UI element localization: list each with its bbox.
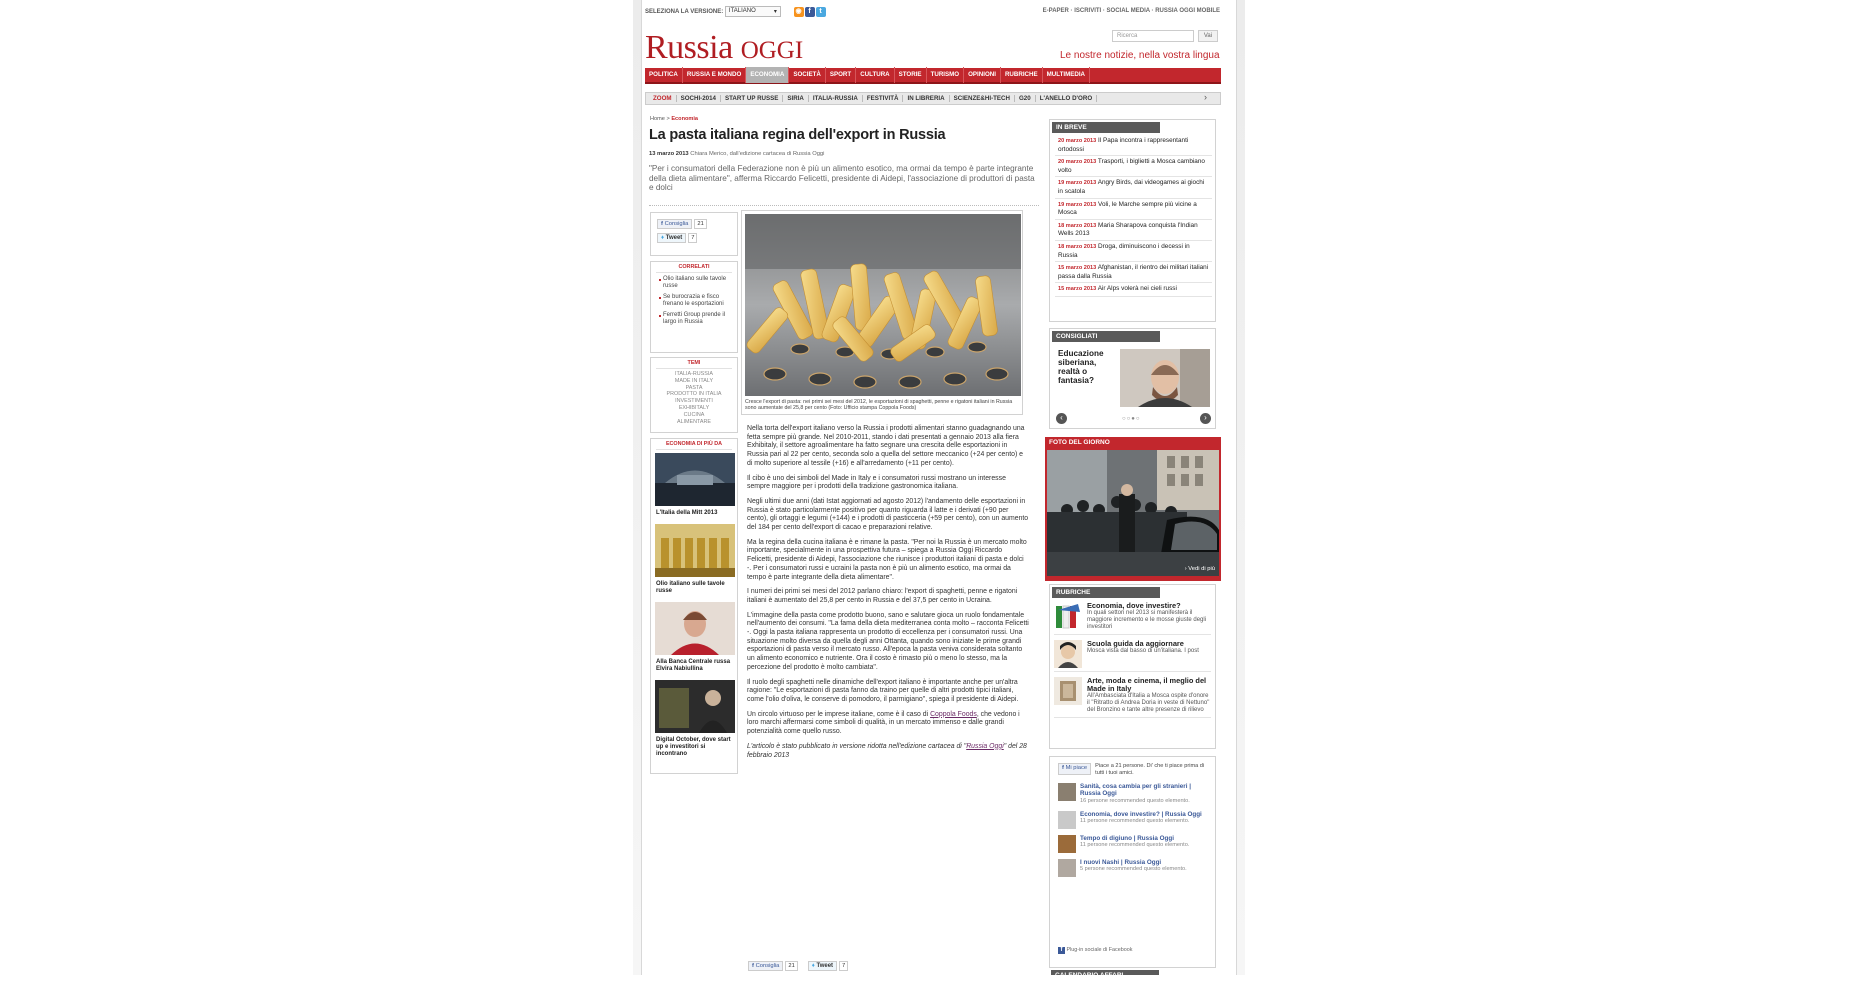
related-box <box>650 261 738 353</box>
column-title[interactable]: Scuola guida da aggiornare <box>1087 639 1184 648</box>
fb-recommend-item[interactable] <box>1058 811 1211 829</box>
related-item[interactable]: Se burocrazia e fisco frenano le esportazioni <box>659 294 732 309</box>
top-bar <box>645 6 1230 22</box>
breadcrumb: Home > Economia <box>650 116 699 122</box>
facebook-icon[interactable]: f <box>805 7 815 17</box>
brief-date: 20 marzo 2013 <box>1058 138 1097 144</box>
fb-item-sub: 5 persone recommended questo elemento. <box>1080 866 1187 873</box>
facebook-small-icon: f <box>1058 947 1065 954</box>
subnav-item[interactable]: SCIENZE&HI-TECH <box>950 95 1015 102</box>
recommended-box <box>1049 328 1216 429</box>
fb-like-button-bottom[interactable]: f Consiglia <box>748 961 783 971</box>
article-figure <box>741 210 1023 415</box>
tweet-button-bottom[interactable]: ♦ Tweet <box>808 961 837 971</box>
subnav-item[interactable]: L'ANELLO D'ORO <box>1036 95 1097 102</box>
tag-item[interactable]: MADE IN ITALY <box>674 377 714 384</box>
nav-item[interactable]: ECONOMIA <box>746 67 789 83</box>
fb-item-title: Economia, dove investire? | Russia Oggi <box>1080 810 1202 818</box>
brief-date: 18 marzo 2013 <box>1058 222 1097 229</box>
version-label: SELEZIONA LA VERSIONE: <box>645 9 724 16</box>
fb-like-page-button[interactable]: f Mi piace <box>1058 763 1091 775</box>
fb-like-count: 21 <box>694 219 706 229</box>
prev-arrow-icon[interactable]: ‹ <box>1056 413 1067 424</box>
bullet-icon <box>659 279 661 281</box>
column-subtitle: In quali settori nel 2013 si manifesterà il maggiore incremento e le mosse giuste degli investitori <box>1087 610 1207 630</box>
fb-like-count-bottom: 21 <box>785 961 797 971</box>
brief-text: Il Papa incontra i rappresentanti ortodossi <box>1058 137 1189 153</box>
brief-text: Droga, diminuiscono i decessi in Russia <box>1058 242 1190 259</box>
fb-item-title: Sanità, cosa cambia per gli stranieri | Russia Oggi <box>1080 783 1191 798</box>
column-subtitle: Mosca vista dal basso di un'italiana. I post <box>1087 648 1199 654</box>
tweet-count-bottom: 7 <box>839 961 848 971</box>
brief-item[interactable] <box>1055 241 1212 262</box>
tag-item[interactable]: CUCINA <box>683 411 705 418</box>
facebook-box <box>1049 756 1216 968</box>
in-brief-box <box>1049 119 1216 322</box>
page-shadow-left <box>633 0 641 975</box>
more-item-title[interactable]: Alla Banca Centrale russa Elvira Nabiullina <box>656 659 731 672</box>
fb-recommend-item[interactable] <box>1058 859 1211 877</box>
more-item-title[interactable]: Digital October, dove start up e investitori si incontrano <box>656 737 731 757</box>
more-item[interactable] <box>651 677 737 758</box>
brief-item[interactable] <box>1055 220 1212 241</box>
tweet-count: 7 <box>688 233 697 243</box>
site-logo[interactable]: Russia OGGI <box>645 29 804 66</box>
photo-caption: Cresce l'export di pasta: nei primi sei mesi del 2012, le esportazioni di spaghetti, penne e rigatoni italiani in Russia sono aumentate del 25,8 per cento (Foto: Ufficio stampa Coppola Foods) <box>745 399 1013 412</box>
article-lead: "Per i consumatori della Federazione non è più un alimento esotico, ma ormai da tempo è parte integrante della dieta alimentare", afferma Riccardo Felicetti, presidente di Aidepi, l'associazione di produttori di pasta e dolci <box>649 164 1035 193</box>
search-input[interactable]: Ricerca <box>1112 30 1194 42</box>
article-note: L'articolo è stato pubblicato in versione ridotta nell'edizione cartacea di "Russia Oggi" del 28 febbraio 2013 <box>747 742 1027 759</box>
tag-item[interactable]: ITALIA-RUSSIA <box>675 371 713 377</box>
brief-item[interactable] <box>1055 199 1212 220</box>
article-paragraph: Ma la regina della cucina italiana è e rimane la pasta. "Per noi la Russia è un mercato molto importante, specialmente in una prospettiva futura – spiega a Russia Oggi Riccardo Felicetti, presidente di Aidepi, l'associazione che riunisce i produttori italiani di pasta e dolci -. Per i consumatori russi e ucraini la pasta non è più un alimento esotico, ma ormai da tempo è parte integrante della dieta alimentare". <box>747 538 1027 581</box>
fb-recommend-item[interactable] <box>1058 835 1211 853</box>
nav-item[interactable]: RUBRICHE <box>1001 67 1043 83</box>
tagline: Le nostre notizie, nella vostra lingua <box>1060 50 1220 61</box>
nav-item[interactable]: OPINIONI <box>964 67 1001 83</box>
fb-like-button[interactable]: f Consiglia <box>657 219 692 229</box>
brief-item[interactable] <box>1055 135 1212 156</box>
version-select[interactable]: ITALIANO ▾ <box>725 6 781 17</box>
brief-item[interactable] <box>1055 177 1212 198</box>
article-paragraph: Il cibo è uno dei simboli del Made in Italy e i consumatori russi mostrano un interesse sempre maggiore per i prodotti della tradizione gastronomica italiana. <box>747 474 1006 491</box>
brief-date: 19 marzo 2013 <box>1058 201 1097 208</box>
brief-date: 19 marzo 2013 <box>1058 180 1097 187</box>
column-title[interactable]: Arte, moda e cinema, il meglio del Made in Italy <box>1087 676 1207 693</box>
tags-heading: TEMI <box>687 360 701 366</box>
article-paragraph: Nella torta dell'export italiano verso la Russia i prodotti alimentari stanno guadagnando una fetta sempre più grande. Nel 2010-2011, stando i dati presentati a gennaio 2013 alla fiera Exhibitaly, il settore agroalimentare ha fatto segnare una crescita delle esportazioni in Russia pari al 22 per cento, seconda solo a quella del settore meccanico (+24 per cento) e di molto superiore al tessile (+16) e all'arredamento (+11 per cento). <box>747 425 1025 467</box>
column-thumbnail[interactable] <box>1054 640 1082 668</box>
main-nav <box>645 68 1221 84</box>
related-item[interactable]: Ferretti Group prende il largo in Russia <box>659 312 732 327</box>
photo-of-day-image[interactable] <box>1047 450 1219 576</box>
top-links[interactable]: E-PAPER · ISCRIVITI · SOCIAL MEDIA · RUSSIA OGGI MOBILE <box>1042 8 1220 14</box>
subnav-item[interactable]: G20 <box>1015 95 1036 102</box>
share-bottom <box>748 961 848 971</box>
column-title[interactable]: Economia, dove investire? <box>1087 601 1181 610</box>
nav-item[interactable]: SPORT <box>826 67 856 83</box>
more-item[interactable] <box>651 599 737 673</box>
nav-item[interactable]: TURISMO <box>927 67 965 83</box>
page-shadow-right <box>1237 0 1245 975</box>
brief-date: 15 marzo 2013 <box>1058 286 1097 293</box>
recommended-title[interactable]: Educazione siberiana, realtà o fantasia? <box>1058 349 1104 385</box>
subnav-item[interactable]: START UP RUSSE <box>721 95 783 102</box>
coppola-link[interactable]: Coppola Foods <box>930 710 977 718</box>
columns-heading: RUBRICHE <box>1052 587 1160 598</box>
more-item[interactable] <box>651 450 737 517</box>
nav-item[interactable]: STORIE <box>895 67 927 83</box>
more-item-thumbnail[interactable] <box>655 453 735 506</box>
article-paragraph: Un circolo virtuoso per le imprese italiane, come è il caso di Coppola Foods, che vedono i loro marchi affermarsi come simboli di qualità, in un mercato immenso e dalle grandi potenzialità come quello russo. <box>747 710 1020 736</box>
rss-icon[interactable]: ◉ <box>795 7 802 15</box>
brief-date: 18 marzo 2013 <box>1058 243 1097 250</box>
nav-item[interactable]: RUSSIA E MONDO <box>683 67 746 83</box>
brief-text: Angry Birds, dai videogames ai giochi in scatola <box>1058 179 1205 195</box>
article-paragraph: I numeri dei primi sei mesi del 2012 parlano chiaro: l'export di spaghetti, penne e rigatoni italiani è aumentato del 25,8 per cento in Russia e del 37,5 per cento in Ucraina. <box>747 588 1018 604</box>
brief-text: Maria Sharapova conquista l'Indian Wells 2013 <box>1058 221 1198 238</box>
recommended-photo[interactable] <box>1120 349 1210 407</box>
nav-item[interactable]: SOCIETÀ <box>789 67 826 83</box>
more-item-title[interactable]: Olio italiano sulle tavole russe <box>656 581 725 594</box>
fb-item-sub: 16 persone recommended questo elemento. <box>1080 797 1190 804</box>
bullet-icon <box>659 315 661 317</box>
carousel-dots[interactable]: ○○●○ <box>1122 416 1141 422</box>
brief-text: Air Alps volerà nei cieli russi <box>1097 285 1177 293</box>
brief-text: Trasporti, i biglietti a Mosca cambiano volto <box>1058 158 1205 174</box>
nav-item[interactable]: MULTIMEDIA <box>1043 67 1090 83</box>
nav-item[interactable]: CULTURA <box>856 67 894 83</box>
calendar-heading: CALENDARIO AFFARI <box>1051 970 1159 975</box>
tags-box <box>650 357 738 433</box>
fb-recommend-item[interactable] <box>1058 783 1211 805</box>
article-paragraph: Il ruolo degli spaghetti nelle dinamiche dell'export italiano è importante anche per un'altra ragione: "Le esportazioni di pasta fanno da traino per quelle di altri prodotti tipici italiani, come l'olio d'oliva, le conserve di pomodoro, il parmigiano", spiega il presidente di Aidepi. <box>747 678 1019 703</box>
brief-item[interactable] <box>1055 283 1212 297</box>
subnav-item[interactable]: FESTIVITÀ <box>863 95 904 102</box>
twitter-icon[interactable]: t <box>816 7 826 17</box>
more-item[interactable] <box>651 521 737 595</box>
fb-thumbnail[interactable] <box>1058 835 1076 853</box>
share-box <box>650 212 738 256</box>
related-heading: CORRELATI <box>678 264 710 270</box>
next-arrow-icon[interactable]: › <box>1200 413 1211 424</box>
subnav-item[interactable]: SOCHI-2014 <box>677 95 721 102</box>
photo-of-day-box <box>1045 437 1221 581</box>
more-item-thumbnail[interactable] <box>655 602 735 655</box>
column-subtitle: All'Ambasciata d'Italia a Mosca ospite d'onore il "Ritratto di Andrea Doria in veste di Nettuno" del Bronzino e tante altre presenze di rilievo <box>1087 693 1210 713</box>
tweet-button[interactable]: ♦ Tweet <box>657 233 686 243</box>
column-item[interactable] <box>1054 640 1211 672</box>
nav-item[interactable]: POLITICA <box>645 67 683 83</box>
fb-item-sub: 11 persone recommended questo elemento. <box>1080 842 1190 849</box>
column-thumbnail[interactable] <box>1054 677 1082 705</box>
fb-item-title: Tempo di digiuno | Russia Oggi <box>1080 834 1174 842</box>
brief-date: 20 marzo 2013 <box>1058 159 1097 166</box>
article-paragraph: L'immagine della pasta come prodotto buono, sano e salutare gioca un ruolo fondamentale nell'aumento dei consumi. "La fama della dieta mediterranea conta molto – racconta Felicetti -. Oggi la pasta italiana rappresenta un prodotto di eccellenza per i consumatori russi. Una situazione molto diversa da quella degli anni Ottanta, quando sono iniziate le prime grandi esportazioni di pasta verso il mercato russo. All'epoca la pasta veniva considerata soltanto un alimento economico e nutriente. Ora il costo è rimasto più o meno lo stesso, ma la percezione del prodotto è molto cambiata". <box>747 611 1029 671</box>
article-paragraph: Negli ultimi due anni (dati Istat aggiornati ad agosto 2012) l'andamento delle esportazioni in Russia è stato particolarmente positivo per quanto riguarda il latte e i derivati (+90 per cento), gli ortaggi e legumi (+144) e i prodotti di pasticceria (+59 per cento), con un aumento del 184 per cento dell'export di cacao e preparazioni relative. <box>747 497 1029 532</box>
article-title: La pasta italiana regina dell'export in Russia <box>649 127 946 143</box>
divider <box>649 205 1039 206</box>
columns-box <box>1049 584 1216 749</box>
brief-date: 15 marzo 2013 <box>1058 265 1097 272</box>
more-item-thumbnail[interactable] <box>655 680 735 733</box>
subnav-item[interactable]: ITALIA-RUSSIA <box>809 95 863 102</box>
related-item[interactable]: Olio italiano sulle tavole russe <box>659 276 732 291</box>
brief-text: Afghanistan, il rientro dei militari italiani passa dalla Russia <box>1058 264 1209 280</box>
article-body <box>747 425 1029 766</box>
fb-thumbnail[interactable] <box>1058 783 1076 801</box>
more-heading: ECONOMIA DI PIÙ DA <box>665 441 723 447</box>
tag-item[interactable]: INVESTIMENTI <box>675 398 713 405</box>
more-item-title[interactable]: L'Italia della Mitt 2013 <box>656 510 718 516</box>
brief-text: Voli, le Marche sempre più vicine a Mosca <box>1058 200 1197 217</box>
bullet-icon <box>659 297 661 299</box>
recommended-heading: CONSIGLIATI <box>1052 331 1160 342</box>
brief-item[interactable] <box>1055 262 1212 283</box>
tag-item[interactable]: EXHIBITALY <box>678 404 710 411</box>
in-brief-heading: IN BREVE <box>1052 122 1160 133</box>
more-item-thumbnail[interactable] <box>655 524 735 577</box>
photo-of-day-heading: FOTO DEL GIORNO <box>1049 439 1110 446</box>
subnav-next-icon[interactable]: › <box>1204 92 1207 102</box>
column-item[interactable] <box>1054 602 1211 635</box>
tag-item[interactable]: PRODOTTO IN ITALIA <box>666 391 722 398</box>
brief-item[interactable] <box>1055 156 1212 177</box>
see-more-link[interactable]: › Vedi di più <box>1184 566 1215 572</box>
fb-item-title: I nuovi Nashi | Russia Oggi <box>1080 858 1162 866</box>
column-item[interactable] <box>1054 677 1211 718</box>
tag-item[interactable]: PASTA <box>685 384 703 391</box>
pasta-photo <box>745 214 1021 396</box>
column-thumbnail[interactable] <box>1054 602 1082 630</box>
tag-item[interactable]: ALIMENTARE <box>676 418 712 425</box>
fb-thumbnail[interactable] <box>1058 811 1076 829</box>
subnav-item[interactable]: ZOOM <box>649 95 677 102</box>
fb-thumbnail[interactable] <box>1058 859 1076 877</box>
article-meta: 13 marzo 2013 Chiara Merico, dall'edizione cartacea di Russia Oggi <box>649 151 825 157</box>
search-button[interactable]: Vai <box>1198 30 1218 42</box>
subnav-item[interactable]: IN LIBRERIA <box>903 95 949 102</box>
fb-like-text: Piace a 21 persone. Di' che ti piace prima di tutti i tuoi amici. <box>1095 763 1205 776</box>
russia-oggi-link[interactable]: Russia Oggi <box>966 742 1004 750</box>
fb-item-sub: 11 persone recommended questo elemento. <box>1080 818 1190 825</box>
more-box <box>650 438 738 774</box>
subnav-item[interactable]: SIRIA <box>783 95 809 102</box>
sub-nav <box>645 92 1221 105</box>
fb-plugin: f Plug-in sociale di Facebook <box>1058 947 1132 954</box>
